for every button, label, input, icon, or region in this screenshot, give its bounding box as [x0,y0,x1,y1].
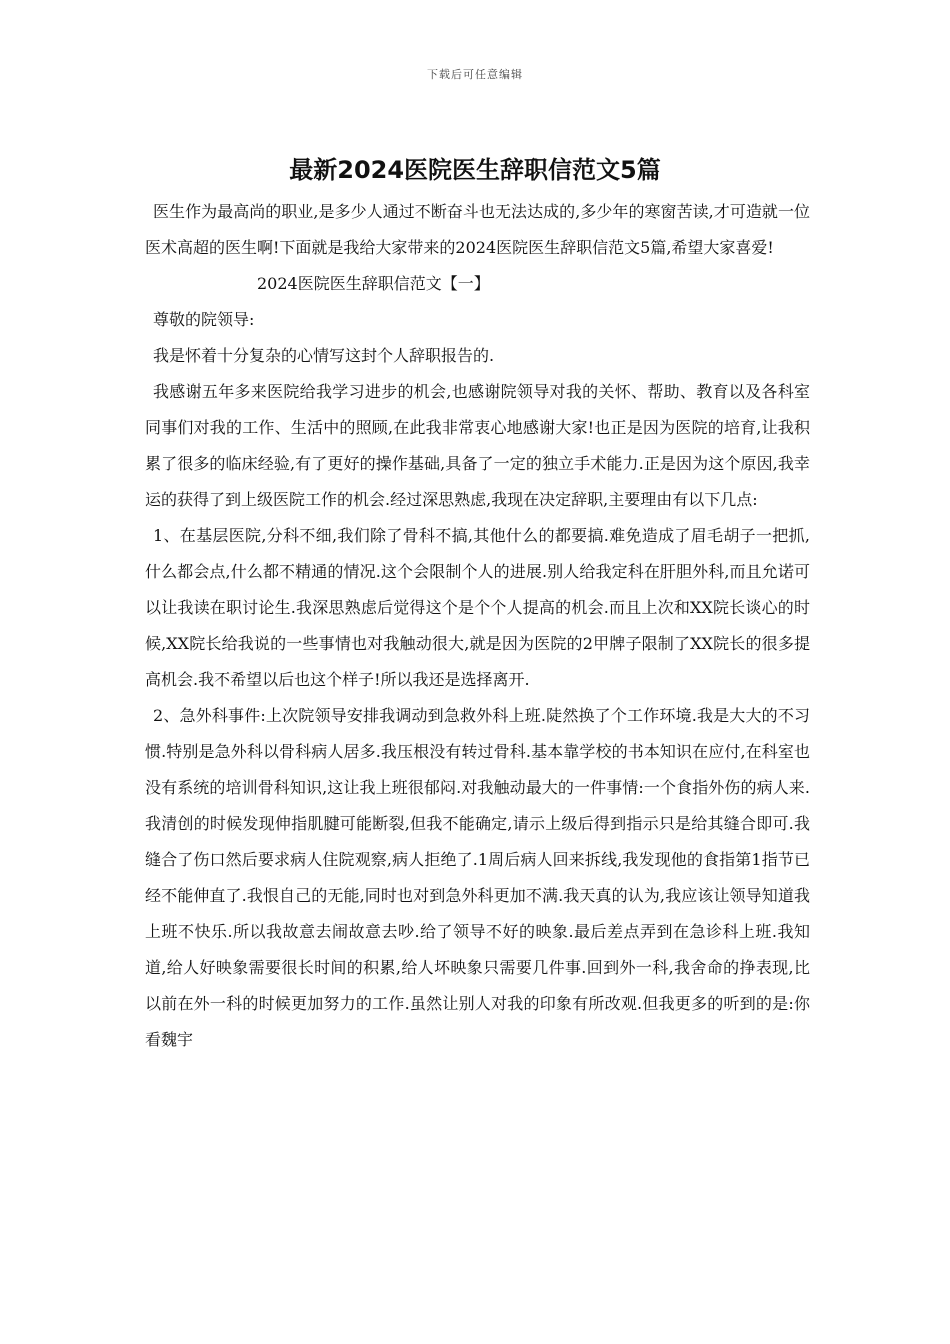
body-paragraph: 2、急外科事件:上次院领导安排我调动到急救外科上班.陡然换了个工作环境.我是大大的不习惯.特别是急外科以骨科病人居多.我压根没有转过骨科.基本靠学校的书本知识在应付,在科室也没有系统的培训骨科知识,这让我上班很郁闷.对我触动最大的一件事情:一个食指外伤的病人来.我清创的时候发现伸指肌腱可能断裂,但我不能确定,请示上级后得到指示只是给其缝合即可.我缝合了伤口然后要求病人住院观察,病人拒绝了.1周后病人回来拆线,我发现他的食指第1指节已经不能伸直了.我恨自己的无能,同时也对到急外科更加不满.我天真的认为,我应该让领导知道我上班不快乐.所以我故意去闹故意去吵.给了领导不好的映象.最后差点弄到在急诊科上班.我知道,给人好映象需要很长时间的积累,给人坏映象只需要几件事.回到外一科,我舍命的挣表现,比以前在外一科的时候更加努力的工作.虽然让别人对我的印象有所改观.但我更多的听到的是:你看魏宇 [145,706,810,1049]
intro-paragraph: 医生作为最高尚的职业,是多少人通过不断奋斗也无法达成的,多少年的寒窗苦读,才可造就一位医术高超的医生啊!下面就是我给大家带来的2024医院医生辞职信范文5篇,希望大家喜爱! [145,202,810,257]
section-heading: 2024医院医生辞职信范文【一】 [257,274,490,293]
page-title: 最新2024医院医生辞职信范文5篇 [289,156,661,184]
salutation: 尊敬的院领导: [153,310,255,329]
body-paragraph: 我感谢五年多来医院给我学习进步的机会,也感谢院领导对我的关怀、帮助、教育以及各科室同事们对我的工作、生活中的照顾,在此我非常衷心地感谢大家!也正是因为医院的培育,让我积累了很多的临床经验,有了更好的操作基础,具备了一定的独立手术能力.正是因为这个原因,我幸运的获得了到上级医院工作的机会.经过深思熟虑,我现在决定辞职,主要理由有以下几点: [145,382,810,509]
header-note: 下载后可任意编辑 [427,68,523,81]
document-body [145,194,810,1058]
body-paragraph: 我是怀着十分复杂的心情写这封个人辞职报告的. [153,346,495,365]
body-paragraph: 1、在基层医院,分科不细,我们除了骨科不搞,其他什么的都要搞.难免造成了眉毛胡子一把抓,什么都会点,什么都不精通的情况.这个会限制个人的进展.别人给我定科在肝胆外科,而且允诺可以让我读在职讨论生.我深思熟虑后觉得这个是个个人提高的机会.而且上次和XX院长谈心的时候,XX院长给我说的一些事情也对我触动很大,就是因为医院的2甲牌子限制了XX院长的很多提高机会.我不希望以后也这个样子!所以我还是选择离开. [145,526,810,689]
